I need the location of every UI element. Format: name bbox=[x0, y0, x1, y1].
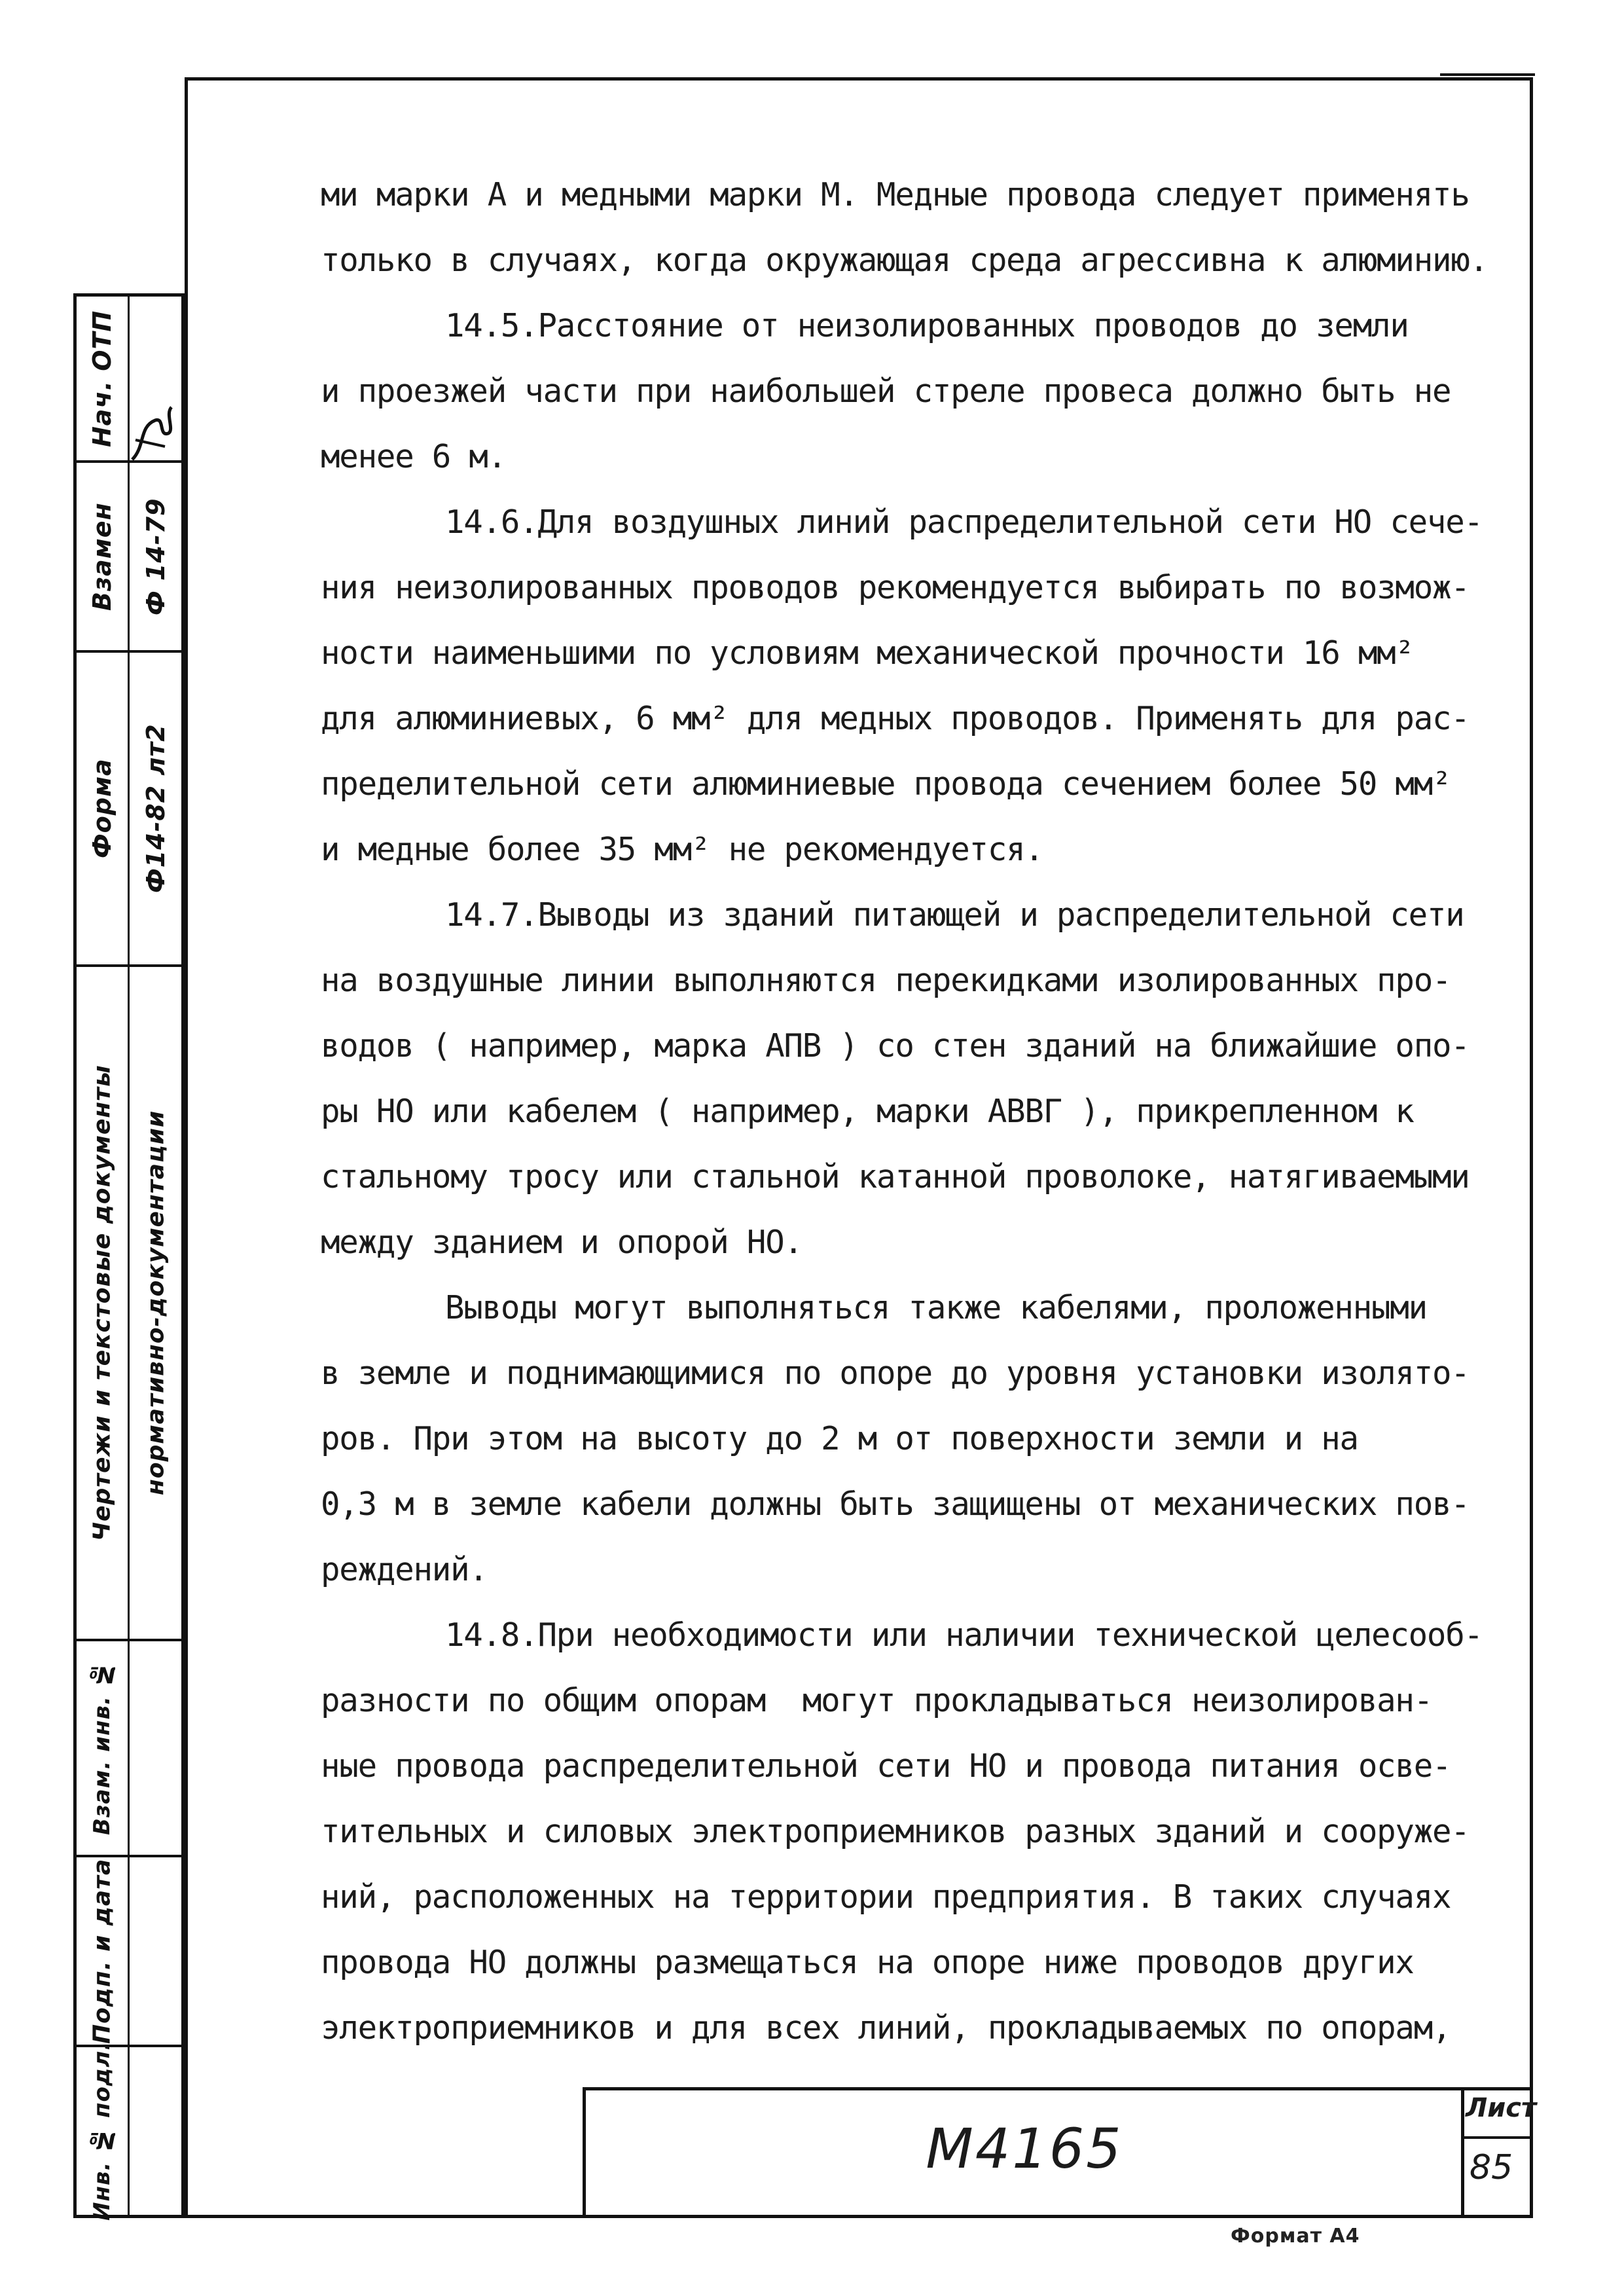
frame-top-tick bbox=[1440, 73, 1535, 76]
document-code: М4165 bbox=[926, 2117, 1123, 2181]
text-line: 14.8.При необходимости или наличии технической целесооб- bbox=[445, 1616, 1483, 1654]
text-line: ности наименьшими по условиям механической прочности 16 мм² bbox=[321, 634, 1414, 672]
text-line: и проезжей части при наибольшей стреле провеса должно быть не bbox=[321, 373, 1451, 410]
text-line: ми марки А и медными марки М. Медные провода следует применять bbox=[321, 176, 1470, 213]
text-line: 14.7.Выводы из зданий питающей и распределительной сети bbox=[445, 896, 1464, 934]
document-body bbox=[321, 162, 1525, 2061]
text-line: в земле и поднимающимися по опоре до уровня установки изолято- bbox=[321, 1355, 1470, 1392]
stamp-forma-value: Ф14-82 лт2 bbox=[141, 723, 170, 894]
text-line: 0,3 м в земле кабели должны быть защищены от механических пов- bbox=[321, 1485, 1470, 1523]
stamp-inv-podl: Инв. № подл. bbox=[89, 2041, 115, 2221]
text-line: ные провода распределительной сети НО и провода питания осве- bbox=[321, 1747, 1451, 1785]
stamp-vzamen-value: Ф 14-79 bbox=[141, 498, 170, 615]
left-stamp-strip bbox=[73, 293, 185, 2221]
text-line: ров. При этом на высоту до 2 м от поверхности земли и на bbox=[321, 1420, 1358, 1457]
text-line: провода НО должны размещаться на опоре ниже проводов других bbox=[321, 1944, 1414, 1981]
stamp-vzam-inv: Взам. инв. № bbox=[89, 1660, 115, 1836]
text-line: ний, расположенных на территории предприятия. В таких случаях bbox=[321, 1878, 1451, 1916]
text-line: 14.6.Для воздушных линий распределительной сети НО сече- bbox=[445, 503, 1483, 541]
text-line: ры НО или кабелем ( например, марки АВВГ ), прикрепленном к bbox=[321, 1093, 1414, 1130]
text-line: реждений. bbox=[321, 1551, 488, 1588]
text-line: водов ( например, марка АПВ ) со стен зданий на ближайшие опо- bbox=[321, 1027, 1470, 1065]
text-line: на воздушные линии выполняются перекидками изолированных про- bbox=[321, 962, 1451, 999]
title-block bbox=[583, 2087, 1537, 2218]
text-line: только в случаях, когда окружающая среда агрессивна к алюминию. bbox=[321, 242, 1488, 279]
stamp-chertezhi: Чертежи и текстовые документы bbox=[88, 1065, 116, 1541]
sheet-divider bbox=[1464, 2136, 1530, 2139]
stamp-vzamen: Взамен bbox=[88, 502, 117, 611]
text-line: пределительной сети алюминиевые провода сечением более 50 мм² bbox=[321, 765, 1451, 803]
text-line: 14.5.Расстояние от неизолированных проводов до земли bbox=[445, 307, 1409, 344]
signature-mark bbox=[126, 401, 178, 466]
text-line: между зданием и опорой НО. bbox=[321, 1224, 803, 1261]
stamp-normativno: нормативно-документации bbox=[142, 1110, 170, 1496]
stamp-nach-otp: Нач. ОТП bbox=[88, 310, 117, 447]
text-line: менее 6 м. bbox=[321, 438, 507, 475]
format-label: Формат А4 bbox=[1231, 2225, 1360, 2248]
text-line: ния неизолированных проводов рекомендуется выбирать по возмож- bbox=[321, 569, 1470, 606]
text-line: тительных и силовых электроприемников разных зданий и сооруже- bbox=[321, 1813, 1470, 1850]
text-line: электроприемников и для всех линий, прокладываемых по опорам, bbox=[321, 2009, 1451, 2047]
text-line: разности по общим опорам могут прокладываться неизолирован- bbox=[321, 1682, 1433, 1719]
text-line: Выводы могут выполняться также кабелями, проложенными bbox=[445, 1289, 1427, 1326]
sheet-number: 85 bbox=[1470, 2148, 1513, 2187]
text-line: для алюминиевых, 6 мм² для медных проводов. Применять для рас- bbox=[321, 700, 1470, 737]
text-line: и медные более 35 мм² не рекомендуется. bbox=[321, 831, 1043, 868]
stamp-podp-data: Подп. и дата bbox=[88, 1858, 116, 2044]
stamp-forma: Форма bbox=[88, 758, 117, 859]
text-line: стальному тросу или стальной катанной проволоке, натягиваемыми bbox=[321, 1158, 1470, 1195]
sheet-label: Лист bbox=[1466, 2093, 1537, 2123]
sheet-box bbox=[1461, 2090, 1537, 2215]
